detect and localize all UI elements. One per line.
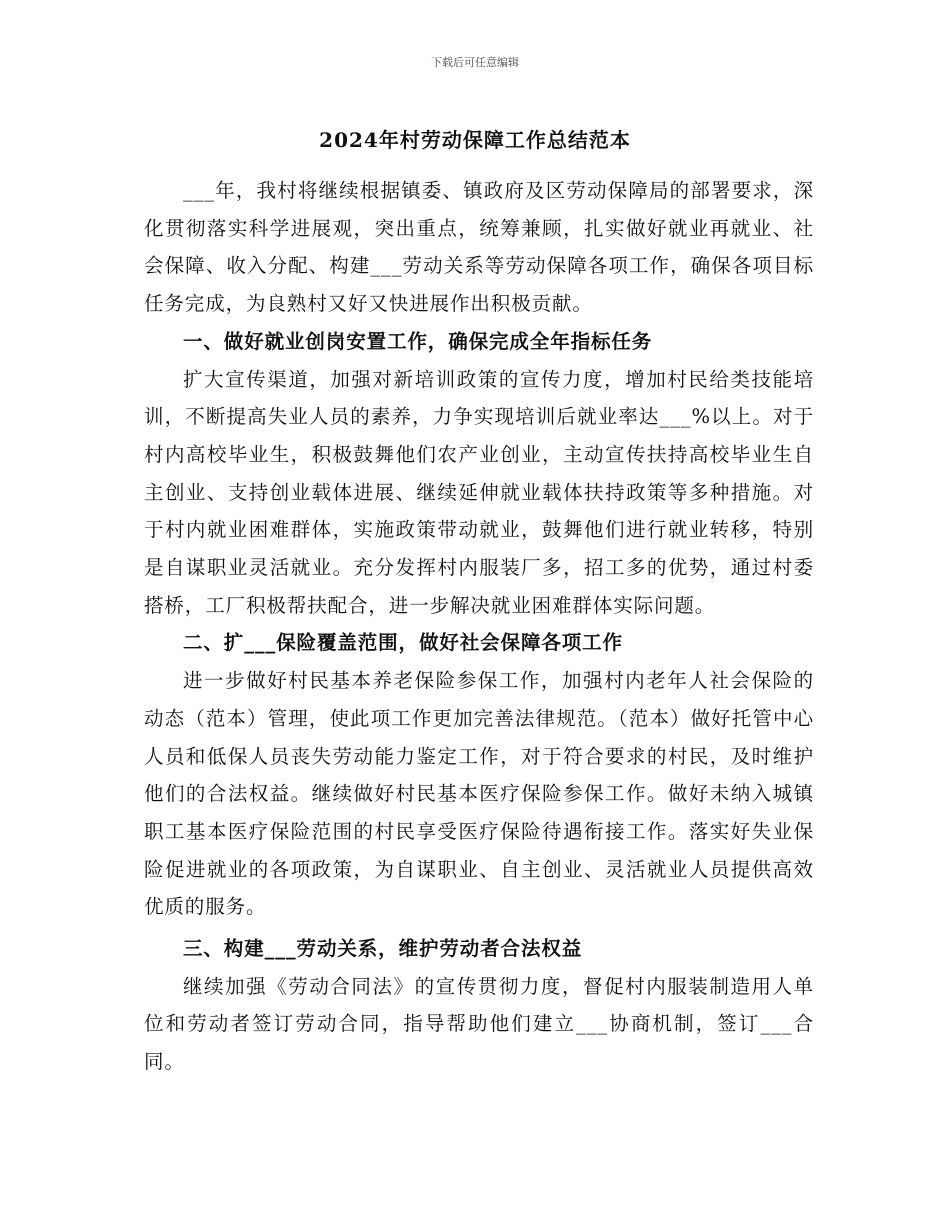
document-title: 2024年村劳动保障工作总结范本 <box>319 128 631 152</box>
header-note: 下载后可任意编辑 <box>431 56 519 69</box>
intro-paragraph: ___年，我村将继续根据镇委、镇政府及区劳动保障局的部署要求，深化贯彻落实科学进展观，突出重点，统筹兼顾，扎实做好就业再就业、社会保障、收入分配、构建___劳动关系等劳动保障各项工作，确保各项目标任务完成，为良熟村又好又快进展作出积极贡献。 <box>144 179 814 316</box>
section-heading-3: 三、构建___劳动关系，维护劳动者合法权益 <box>183 937 583 961</box>
document-body <box>144 172 814 1081</box>
section-3-paragraph: 继续加强《劳动合同法》的宣传贯彻力度，督促村内服装制造用人单位和劳动者签订劳动合同，指导帮助他们建立___协商机制，签订___合同。 <box>144 974 814 1074</box>
section-2-paragraph: 进一步做好村民基本养老保险参保工作，加强村内老年人社会保险的动态（范本）管理，使此项工作更加完善法律规范。（范本）做好托管中心人员和低保人员丧失劳动能力鉴定工作，对于符合要求的村民，及时维护他们的合法权益。继续做好村民基本医疗保险参保工作。做好未纳入城镇职工基本医疗保险范围的村民享受医疗保险待遇衔接工作。落实好失业保险促进就业的各项政策，为自谋职业、自主创业、灵活就业人员提供高效优质的服务。 <box>144 669 814 919</box>
section-heading-2: 二、扩___保险覆盖范围，做好社会保障各项工作 <box>183 631 623 655</box>
section-heading-1: 一、做好就业创岗安置工作，确保完成全年指标任务 <box>183 329 653 353</box>
section-1-paragraph: 扩大宣传渠道，加强对新培训政策的宣传力度，增加村民给类技能培训，不断提高失业人员的素养，力争实现培训后就业率达___%以上。对于村内高校毕业生，积极鼓舞他们农产业创业，主动宣传扶持高校毕业生自主创业、支持创业载体进展、继续延伸就业载体扶持政策等多种措施。对于村内就业困难群体，实施政策带动就业，鼓舞他们进行就业转移，特别是自谋职业灵活就业。充分发挥村内服装厂多，招工多的优势，通过村委搭桥，工厂积极帮扶配合，进一步解决就业困难群体实际问题。 <box>144 367 814 617</box>
